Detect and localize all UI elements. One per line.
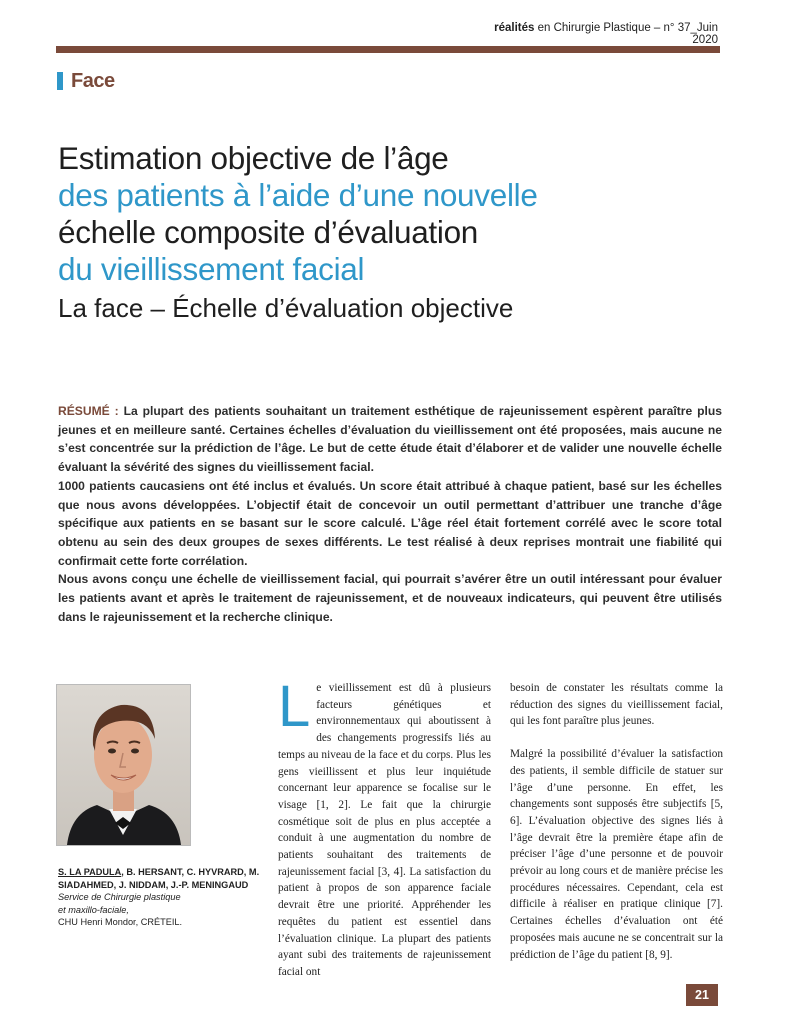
top-rule (56, 46, 720, 53)
article-subtitle: La face – Échelle d’évaluation objective (58, 293, 514, 323)
affiliation-line-3: CHU Henri Mondor, CRÉTEIL. (58, 917, 183, 928)
abstract-paragraph-3: Nous avons conçu une échelle de vieillissement facial, qui pourrait s’avérer être un outil intéressant pour évaluer les patients avant et après le traitement de rajeunissement, et de nouveaux indicateurs, qui peuvent être utilisés dans le rajeunissement et la recherche clinique. (58, 572, 722, 624)
article-title (58, 140, 738, 326)
lead-author: S. LA PADULA (58, 867, 122, 877)
author-block (58, 866, 278, 929)
section-label: Face (71, 70, 115, 92)
affiliation-line-1: Service de Chirurgie plastique (58, 892, 181, 903)
coauthors: , B. HERSANT, C. HYVRARD, M. SIADAHMED, J. NIDDAM, J.-P. MENINGAUD (58, 867, 260, 890)
abstract-text-1: La plupart des patients souhaitant un traitement esthétique de rajeunissement espèrent paraître plus jeunes et en meilleure santé. Certaines échelles d’évaluation du vieillissement ont été proposées, mais aucune ne s’est concentrée sur la prédiction de l’âge. Le but de cette étude était d’élaborer et de valider une nouvelle échelle évaluant la sévérité des signes du vieillissement facial. (58, 404, 722, 475)
title-line-2: des patients à l’aide d’une nouvelle (58, 177, 538, 213)
journal-name: réalités (494, 22, 535, 34)
body-paragraph-1: e vieillissement est dû à plusieurs facteurs génétiques et environnementaux qui aboutissent à des changements progressifs liés au temps au niveau de la face et du corps. Plus les gens vieillissent et plus leur inquiétude concernant leur apparence se focalise sur le visage [1, 2]. Le fait que la chirurgie cosmétique soit de plus en plus acceptée a conduit à une augmentation du nombre de patients souhaitant des traitements de rajeunissement facial [3, 4]. La satisfaction du patient à propos de son apparence faciale devrait être une priorité. Appréhender les requêtes du patient est essentiel dans l’évaluation clinique. La plupart des patients ayant subi des traitements de rajeunissement facial ont (278, 682, 491, 978)
body-column-2 (510, 680, 723, 963)
abstract-paragraph-1 (58, 402, 722, 477)
section-marker (57, 72, 63, 90)
abstract (58, 402, 722, 626)
affiliation-line-2: et maxillo-faciale, (58, 904, 129, 915)
abstract-paragraph-2: 1000 patients caucasiens ont été inclus et évalués. Un score était attribué à chaque patient, basé sur les échelles que nous avons développées. L’objectif était de concevoir un outil permettant d’attribuer une tranche d’âge spécifique aux patients en se basant sur le score calculé. L’âge réel était fortement corrélé avec le score total obtenu au sein des deux groupes de sexes différents. Le test réalisé à deux reprises montrait une fiabilité qui confirmait cette forte corrélation. (58, 478, 722, 568)
body-paragraph-3: Malgré la possibilité d’évaluer la satisfaction des patients, il semble difficile de statuer sur l’âge d’une personne. En effet, les changements sont supposés être subjectifs [5, 6]. L’évaluation objective des signes liés à l’âge devrait être la première étape afin de préciser l’âge d’une personne et de pouvoir prévoir au long cours et de manière précise les procédures nécessaires. Cependant, cela est difficile à réaliser en pratique clinique [7]. Certaines échelles d’évaluation ont été proposées mais aucune ne se concentrait sur la prédiction de l’âge du patient [8, 9]. (510, 748, 723, 961)
journal-issue: en Chirurgie Plastique – n° 37_Juin 2020 (534, 22, 718, 46)
abstract-label: RÉSUMÉ : (58, 404, 119, 418)
title-line-1: Estimation objective de l’âge (58, 140, 449, 176)
body-column-1 (278, 674, 491, 981)
page-number: 21 (686, 984, 718, 1006)
title-line-4: du vieillissement facial (58, 251, 365, 287)
journal-header (468, 22, 718, 46)
author-photo (56, 684, 191, 846)
title-line-3: échelle composite d’évaluation (58, 214, 479, 250)
body-paragraph-2: besoin de constater les résultats comme la réduction des signes du vieillissement facial, qui les font paraître plus jeunes. (510, 682, 723, 728)
author-names (58, 866, 278, 891)
drop-cap: L (278, 674, 311, 739)
